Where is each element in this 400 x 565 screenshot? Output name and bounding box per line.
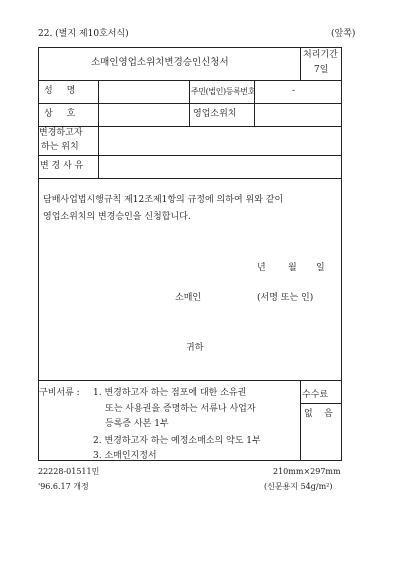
revision-date: '96.6.17 개정 [38, 482, 89, 491]
recipient-label: 귀하 [186, 343, 204, 353]
paper-side-label: (앞쪽) [331, 29, 356, 39]
form-code: 22228-01511민 [38, 467, 100, 476]
form-title: 소매인영업소위치변경승인신청서 [91, 57, 229, 68]
rule-row-2 [38, 126, 342, 127]
application-form [38, 47, 342, 461]
document-item-1-line2: 또는 사용권을 증명하는 서류나 사업자 [105, 404, 256, 414]
rule-fee-middle [300, 403, 342, 404]
required-documents-label: 구비서류 : [39, 388, 80, 398]
document-item-1-line3: 등록증 사본 1부 [105, 419, 169, 429]
document-item-3: 3. 소매인지정서 [93, 451, 157, 461]
rule-row-3 [38, 155, 342, 156]
registration-number-dash: - [292, 86, 296, 96]
business-location-label: 영업소위치 [193, 109, 237, 119]
rule-body-bottom [38, 380, 342, 381]
signature-label: (서명 또는 인) [257, 293, 314, 303]
document-item-1-line1: 1. 변경하고자 하는 점포에 대한 소유권 [93, 388, 247, 398]
processing-period-value: 7일 [314, 65, 329, 75]
name-label: 성 명 [44, 86, 76, 96]
form-number: 22. (별지 제10호서식) [38, 29, 129, 39]
rule-title-bottom [38, 80, 342, 81]
rule-processing-left [300, 47, 301, 80]
paper-size: 210mm×297mm [273, 467, 341, 476]
rule-row-1 [38, 103, 342, 104]
trade-name-label: 상 호 [44, 109, 76, 119]
new-location-label-line2: 하는 위치 [41, 142, 79, 152]
rule-label-column [98, 80, 99, 178]
new-location-label-line1: 변경하고자 [39, 128, 83, 138]
processing-period-label: 처리기간 [303, 50, 338, 60]
fee-label: 수수료 [302, 390, 329, 400]
date-month-label: 월 [288, 263, 297, 273]
rule-mid-left [189, 80, 190, 126]
rule-fee-left [300, 380, 301, 461]
paper-type: (신문용지 54g/m²) [264, 482, 333, 491]
date-year-label: 년 [257, 263, 266, 273]
fee-value: 없 음 [304, 409, 333, 419]
rule-row-4 [38, 178, 342, 179]
retailer-label: 소매인 [175, 293, 202, 303]
statement-line-2: 영업소위치의 변경승인을 신청합니다. [43, 212, 191, 222]
registration-number-label: 주민(법인)등록번호 [191, 87, 256, 96]
statement-line-1: 담배사업법시행규칙 제12조제1항의 규정에 의하여 위와 같이 [43, 195, 284, 205]
document-item-2: 2. 변경하고자 하는 예정소매소의 약도 1부 [93, 436, 261, 446]
change-reason-label: 변 경 사 유 [40, 161, 84, 171]
date-day-label: 일 [316, 263, 325, 273]
